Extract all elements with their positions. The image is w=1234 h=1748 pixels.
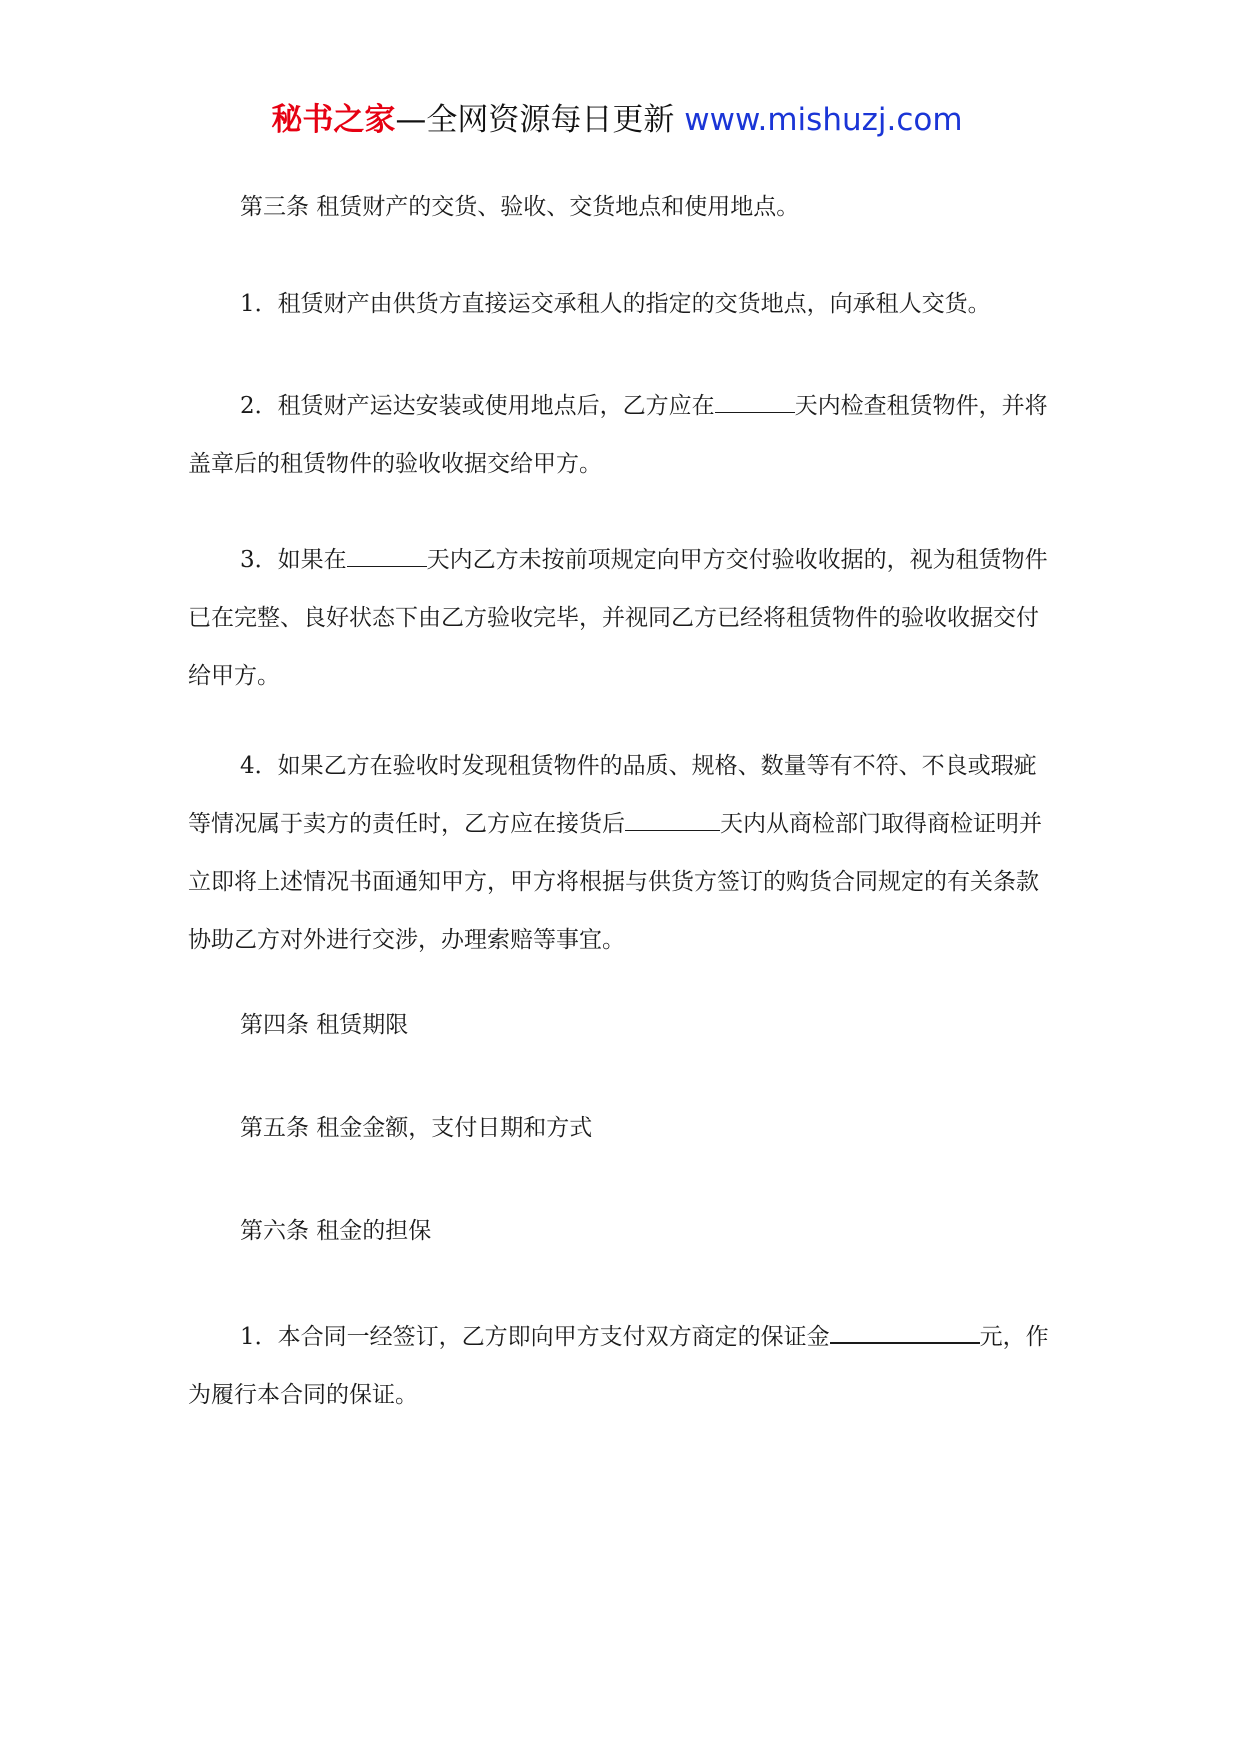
article-3-heading: 第三条 租赁财产的交货、验收、交货地点和使用地点。 — [240, 194, 800, 220]
deposit-amount-blank[interactable] — [830, 1318, 980, 1344]
article-3-item-4: 4．如果乙方在验收时发现租赁物件的品质、规格、数量等有不符、不良或瑕疵等情况属于卖方的责任时，乙方应在接货后 天内从商检部门取得商检证明并立即将上述情况书面通知甲方，甲方将根据与供货方签订的购货合同规定的有关条款协助乙方对外进行交涉，办理索赔等事宜。 — [188, 753, 1042, 953]
article-4-heading: 第四条 租赁期限 — [240, 1012, 409, 1038]
site-url-link[interactable]: www.mishuzj.com — [684, 102, 963, 138]
fill-in-blank[interactable] — [347, 542, 427, 567]
brand-name: 秘书之家 — [271, 102, 396, 138]
header-tagline: —全网资源每日更新 — [395, 102, 675, 138]
fill-in-blank[interactable] — [625, 806, 720, 831]
fill-in-blank[interactable] — [715, 388, 795, 413]
article-3-item-1: 1．租赁财产由供货方直接运交承租人的指定的交货地点，向承租人交货。 — [240, 291, 991, 317]
article-3-item-2: 2．租赁财产运达安装或使用地点后，乙方应在 天内检查租赁物件，并将盖章后的租赁物件的验收收据交给甲方。 — [188, 377, 1058, 493]
article-6-item-1: 1．本合同一经签订，乙方即向甲方支付双方商定的保证金 元，作为履行本合同的保证。 — [188, 1308, 1058, 1424]
article-3-item-3: 3．如果在 天内乙方未按前项规定向甲方交付验收收据的，视为租赁物件已在完整、良好状态下由乙方验收完毕，并视同乙方已经将租赁物件的验收收据交付给甲方。 — [188, 531, 1058, 705]
site-header — [0, 100, 1234, 140]
article-5-heading: 第五条 租金金额，支付日期和方式 — [240, 1115, 593, 1141]
article-6-heading: 第六条 租金的担保 — [240, 1218, 432, 1244]
